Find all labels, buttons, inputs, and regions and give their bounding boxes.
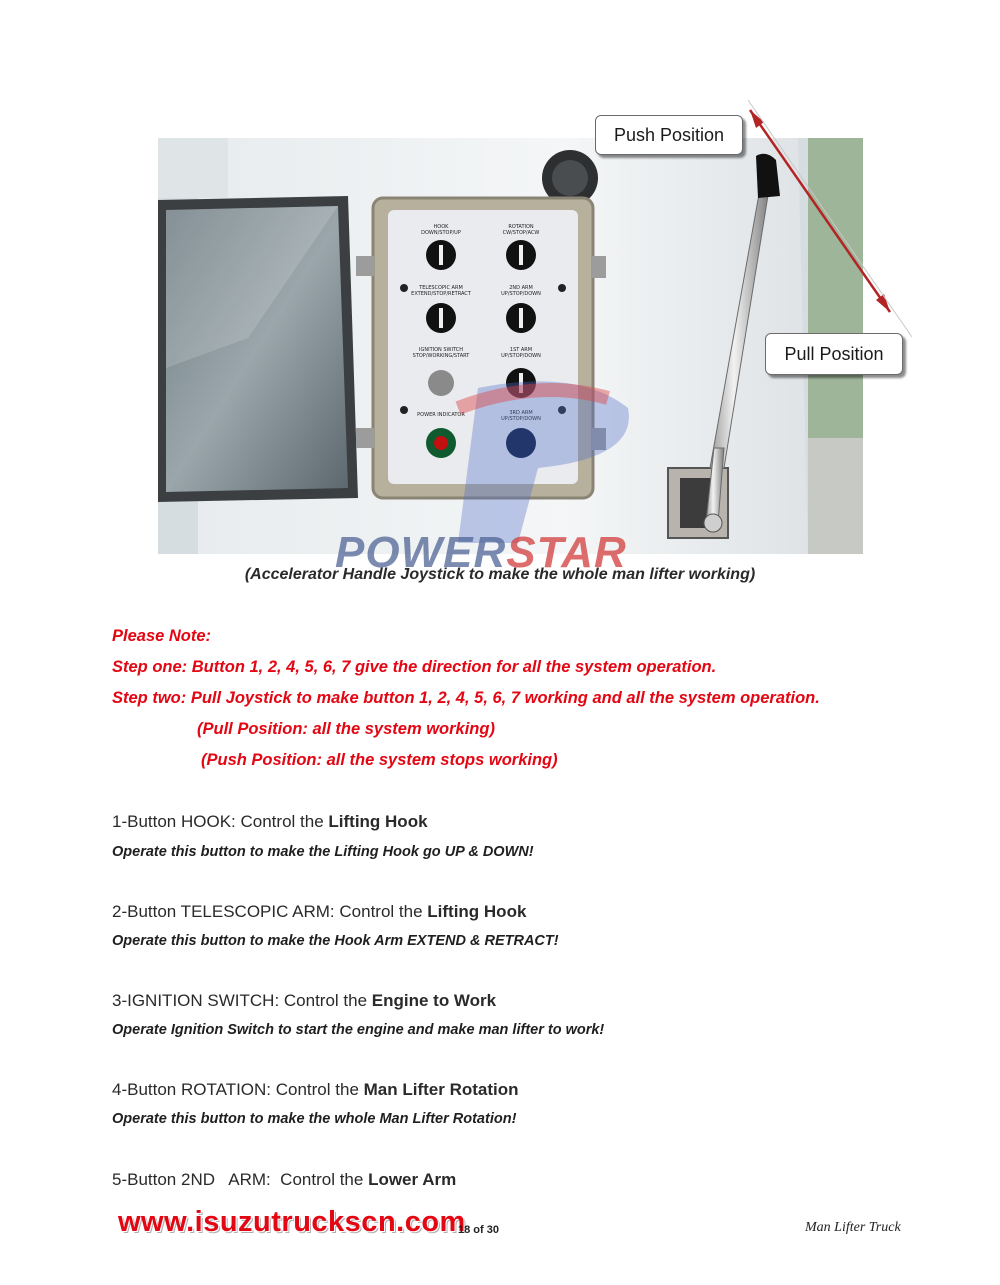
item-4-description: Operate this button to make the whole Man Lifter Rotation! [112, 1111, 517, 1127]
item-4-heading [112, 1080, 519, 1100]
svg-text:UP/STOP/DOWN: UP/STOP/DOWN [501, 291, 541, 297]
item-1-heading [112, 812, 428, 832]
item-3-text: 3-IGNITION SWITCH: Control the [112, 991, 372, 1010]
watermark-part-a: POWER [335, 528, 507, 577]
page-number: 18 of 30 [458, 1224, 499, 1236]
panel-label-1st-arm: 1ST ARM [509, 347, 533, 353]
photo-caption: (Accelerator Handle Joystick to make the whole man lifter working) [244, 566, 756, 583]
item-2-heading [112, 902, 526, 922]
svg-text:UP/STOP/DOWN: UP/STOP/DOWN [501, 353, 541, 359]
item-1-text: 1-Button HOOK: Control the [112, 812, 329, 831]
panel-label-2nd-arm: 2ND ARM [509, 285, 533, 291]
note-title: Please Note: [112, 627, 212, 645]
item-1-bold: Lifting Hook [328, 812, 428, 831]
document-title-footer: Man Lifter Truck [805, 1220, 901, 1235]
note-step-two: Step two: Pull Joystick to make button 1, 2, 4, 5, 6, 7 working and all the system operation. [112, 689, 820, 707]
item-2-text: 2-Button TELESCOPIC ARM: Control the [112, 902, 428, 921]
item-5-text: 5-Button 2ND ARM: Control the [112, 1170, 369, 1189]
panel-label-ignition: IGNITION SWITCH [419, 347, 463, 353]
svg-text:STOP/WORKING/START: STOP/WORKING/START [412, 353, 470, 359]
item-3-description: Operate Ignition Switch to start the engine and make man lifter to work! [112, 1022, 605, 1038]
item-2-description: Operate this button to make the Hook Arm EXTEND & RETRACT! [112, 933, 559, 949]
item-3-heading [112, 991, 496, 1011]
push-pull-arrow [740, 92, 920, 342]
svg-text:EXTEND/STOP/RETRACT: EXTEND/STOP/RETRACT [411, 291, 471, 297]
item-5-bold: Lower Arm [368, 1170, 457, 1189]
note-step-one: Step one: Button 1, 2, 4, 5, 6, 7 give the direction for all the system operation. [112, 658, 717, 676]
item-5-heading [112, 1170, 456, 1190]
note-pull-position: (Pull Position: all the system working) [197, 720, 495, 738]
watermark-part-b: STAR [506, 528, 627, 577]
pull-position-callout: Pull Position [765, 333, 903, 375]
website-url-link[interactable]: www.isuzutruckscn.com [118, 1206, 466, 1238]
item-1-description: Operate this button to make the Lifting Hook go UP & DOWN! [112, 844, 534, 860]
push-position-callout: Push Position [595, 115, 743, 155]
panel-label-rotation: ROTATION [508, 224, 534, 230]
item-3-bold: Engine to Work [371, 991, 497, 1010]
panel-label-telescopic: TELESCOPIC ARM [419, 285, 463, 291]
item-4-bold: Man Lifter Rotation [363, 1080, 519, 1099]
svg-text:CW/STOP/ACW: CW/STOP/ACW [502, 230, 540, 236]
note-push-position: (Push Position: all the system stops working) [201, 751, 558, 769]
item-2-bold: Lifting Hook [427, 902, 527, 921]
panel-label-power: POWER INDICATOR [417, 412, 465, 418]
panel-label-hook: HOOK [433, 224, 449, 230]
svg-text:DOWN/STOP/UP: DOWN/STOP/UP [421, 230, 461, 236]
item-4-text: 4-Button ROTATION: Control the [112, 1080, 364, 1099]
